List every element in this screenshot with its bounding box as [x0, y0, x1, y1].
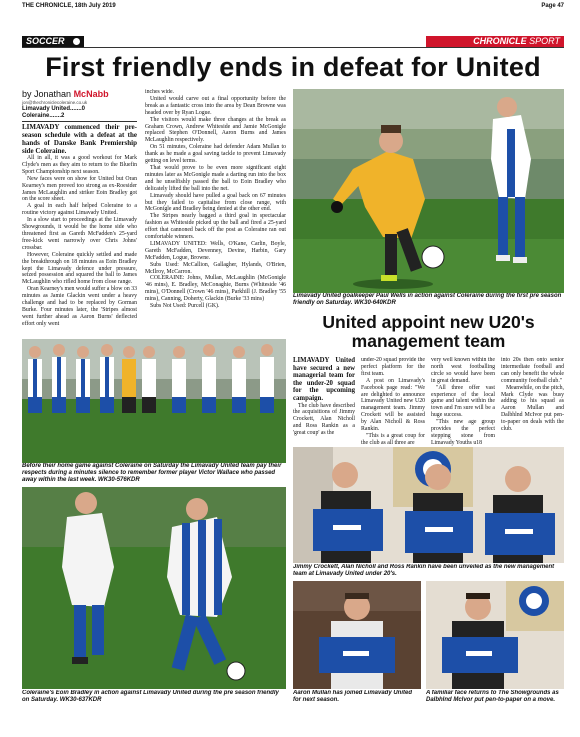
u20-paragraph: into 20s then onto senior intermediate football and can only benefit the whole community football club."	[501, 357, 564, 384]
mullan-signing-image	[293, 581, 421, 689]
score-box	[22, 106, 137, 122]
article-paragraph: United would carve out a final opportunity before the break as a fantastic cross into the area by Dean Browne was headed over by Ryan Logue.	[145, 95, 286, 116]
page-number: Page 47	[541, 3, 564, 9]
article-paragraph: Oran Kearney's men would suffer a blow on 33 minutes as Jamie Glackin went under a heavy challenge and had to be replaced by Gorman Burke. Four minutes later, the 'Stripes almost went further ahead as Aaron Burns' deflected effort only went	[22, 286, 137, 327]
mullan-signing-photo	[293, 581, 421, 689]
byline	[22, 89, 142, 99]
article-paragraph: Subs Used: McCallion, Gallagher, Hylands, O'Brien, McIlroy, McCarron.	[145, 261, 286, 275]
article-paragraph: inches wide.	[145, 89, 174, 95]
article-paragraph: A goal in each half helped Coleraine to a routine victory against Limavady United.	[22, 203, 137, 217]
page-header	[22, 2, 564, 11]
article-column-2	[145, 89, 286, 339]
chronicle-label: CHRONICLE	[473, 36, 527, 46]
caption-bradley: Coleraine's Eoin Bradley in action against Limavady United during the pre season friendly on Saturday. WK30-637KDR	[22, 690, 279, 703]
article-paragraph: LIMAVADY UNITED: Wells, O'Kane, Carlin, Boyle, Gareth McFadden, Devenney, Devine, Harbin, Gary McFadden, Logue, Browne.	[145, 240, 286, 261]
u20-column-3	[431, 357, 495, 447]
chronicle-sport-tag	[426, 36, 564, 47]
u20-paragraph: very well known within the north west footballing circle so would have been in great demand.	[431, 357, 495, 384]
paper-date: THE CHRONICLE, 18th July 2019	[22, 3, 116, 9]
article-paragraph: Subs Not Used: Purcell (GK).	[150, 303, 220, 310]
goalkeeper-photo	[293, 89, 564, 293]
management-team-image	[293, 447, 564, 563]
article-paragraph: All in all, it was a good workout for Mark Clyde's men as they aim to return to the Bluefin Sport Championship next season.	[22, 155, 137, 175]
score-away: Coleraine.......2	[22, 113, 65, 119]
goalkeeper-photo-image	[293, 89, 564, 293]
article-paragraph: In a slow start to proceedings at the Limavady Showgrounds, it would be the home side who threatened first as Gareth McFadden's 25-yard free-kick went narrowly over Chris Johns' crossbar.	[22, 217, 137, 251]
u20-paragraph: A post on Limavady's Facebook page read: "We are delighted to announce Limavady United new U20 management team. Jimmy Crockett will be assisted by Alan Nicholl & Ross Rankin.	[361, 377, 425, 433]
teams-lineup-photo	[22, 339, 286, 463]
football-icon	[72, 37, 81, 46]
u20-column-4	[501, 357, 564, 447]
bradley-action-image	[22, 487, 286, 689]
caption-mullan: Aaron Mullan has joined Limavady United for next season.	[293, 690, 413, 703]
main-headline: First friendly ends in defeat for United	[45, 52, 541, 82]
article-paragraph: COLERAINE: Johns, Mullan, McLaughlin (McGonigle '46 mins), E. Bradley, McConaghie, Burns (Whiteside '46 mins), O'Donnell (Crown '46 mins), Parkhill (J. Bradley '55 mins), Canning, Doherty, Glackin (Burke '33 mins)	[145, 275, 286, 303]
u20-paragraph: "This is a great coup for the club as all three are	[361, 432, 425, 446]
article-paragraph: That would prove to be even more significant eight minutes later as McGonigle made a darting run into the box and he unselfishly passed the ball to Eoin Bradley who delicately lifted the ball into the net.	[145, 164, 286, 192]
soccer-section-tag	[22, 36, 84, 47]
mcivor-signing-image	[426, 581, 564, 689]
soccer-label: SOCCER	[26, 36, 65, 46]
teams-lineup-image	[22, 339, 286, 463]
score-home: Limavady United.......0	[22, 106, 86, 112]
author-email[interactable]: jon@thechroniclecoleraine.co.uk	[22, 100, 88, 105]
byline-prefix: by Jonathan	[22, 89, 72, 99]
header-rule	[22, 47, 564, 48]
u20-paragraph: "All three offer vast experience of the local game and talent within the town and I'm sure will be a huge success.	[431, 384, 495, 419]
article-column-1	[22, 123, 137, 339]
u20-paragraph: "This new age group provides the perfect stepping stone from Limavady Youths u18	[431, 419, 495, 446]
bradley-action-photo	[22, 487, 286, 689]
byline-name: McNabb	[73, 89, 109, 99]
article-paragraph: However, Coleraine quickly settled and made the breakthrough on 18 minutes as Eoin Bradley kept the Limavady defence under pressure, seized possession and squared the ball to James McLaughlin who rifled home from close range.	[22, 251, 137, 286]
article-paragraph: The visitors would make three changes at the break as Graham Crown, Andrew Whiteside and Jamie McGonigle replaced Stephen O'Donnell, Aaron Burns and James McLaughlin respectively.	[145, 116, 286, 144]
caption-goalkeeper: Limavady United goalkeeper Paul Wells in action against Coleraine during the first pre season friendly on Saturday. WK30-640KDR	[293, 293, 562, 306]
u20-paragraph: The club have described the acquisitions of Jimmy Crockett, Alan Nicholl and Ross Rankin as a 'great coup' as the	[293, 402, 355, 437]
sport-label: SPORT	[529, 36, 560, 46]
management-team-photo	[293, 447, 564, 563]
caption-mcivor: A familiar face returns to The Showgrounds as Dalbhlnd McIvor put pen-to-paper on a move.	[426, 690, 559, 703]
u20-paragraph: Meanwhile, on the pitch, Mark Clyde was busy adding to his squad as Aaron Mullan and Dalbhlnd McIvor put pen-to-paper on deals with the club.	[501, 384, 564, 433]
u20-headline: United appoint new U20's management team	[322, 312, 535, 351]
u20-paragraph: under-20 squad provide the perfect platform for the first team.	[361, 357, 425, 377]
article-lead: LIMAVADY commenced their pre-season schedule with a defeat at the hands of Danske Bank Premiership side Coleraine.	[22, 123, 137, 155]
u20-column-1	[293, 357, 355, 447]
article-paragraph: On 51 minutes, Coleraine had defender Adam Mullan to thank as he made a goal saving tackle to prevent Limavady getting on level terms.	[145, 144, 286, 165]
u20-column-2	[361, 357, 425, 447]
mcivor-signing-photo	[426, 581, 564, 689]
article-paragraph: Limavady should have pulled a goal back on 67 minutes but they failed to capitalise from close range, with McGonigle and Bradley being denied at the other end.	[145, 192, 286, 213]
caption-teams: Before their home game against Coleraine on Saturday the Limavady United team pay their respects during a minutes silence to remember former player Victor Wallace who passed away within the last week. WK30-576KDR	[22, 463, 282, 483]
article-paragraph: New faces were on show for United but Oran Kearney's men proved too strong as ex-Roesider James McLaughlin and striker Eoin Bradley got on the score sheet.	[22, 175, 137, 203]
u20-lead: LIMAVADY United have secured a new managerial team for the under-20 squad for the upcoming campaign.	[293, 357, 355, 402]
caption-management: Jimmy Crockett, Alan Nicholl and Ross Rankin have been unveiled as the new management team at Limavady United under 20's.	[293, 564, 555, 577]
article-paragraph: The Stripes nearly bagged a third goal in spectacular fashion as Whiteside picked up the ball and fired a 25-yard effort that cannoned back off the post as Coleraine ran out comfortable winners.	[145, 213, 286, 241]
